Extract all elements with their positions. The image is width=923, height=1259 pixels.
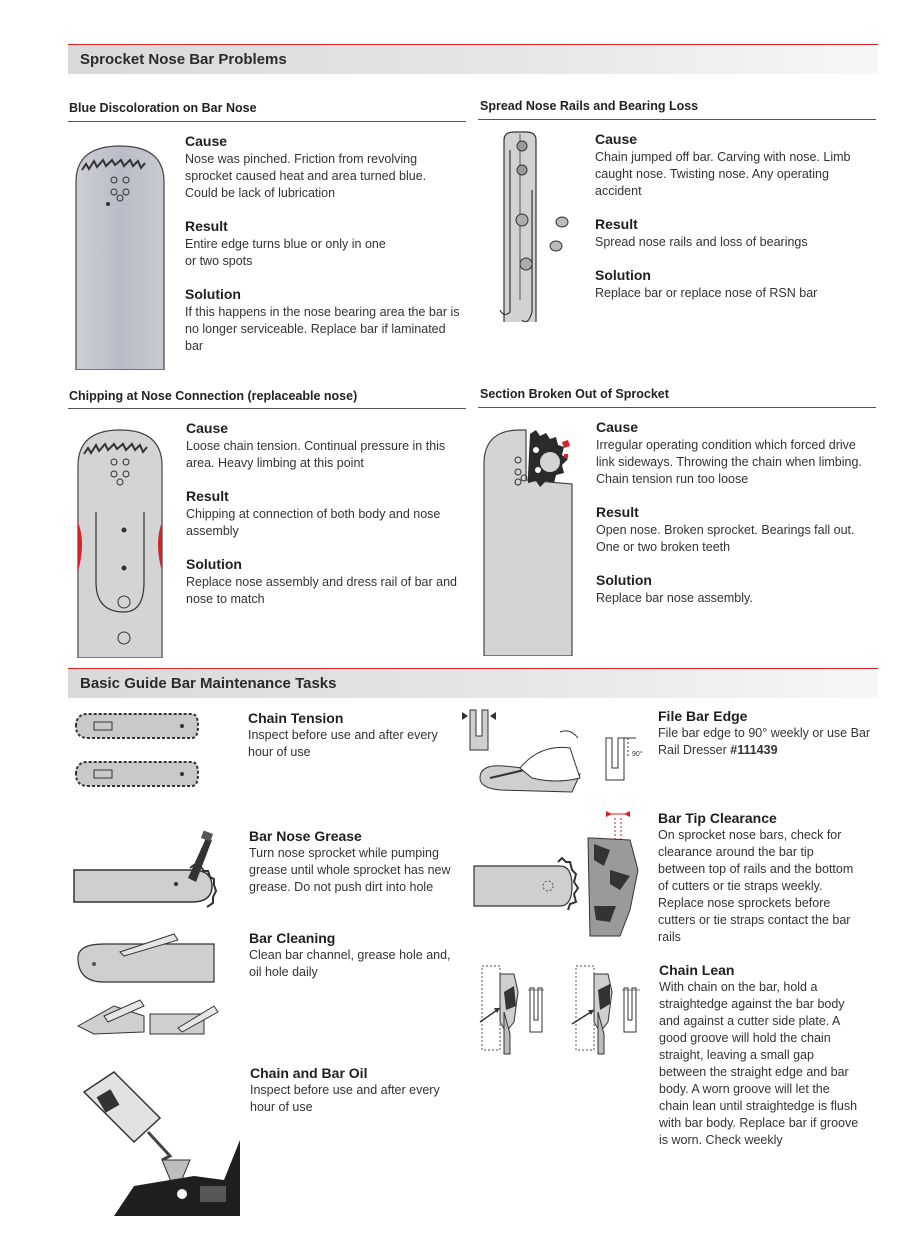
- chipping-details: [186, 420, 461, 624]
- blue-discoloration-details: [185, 133, 460, 371]
- cause-label: Cause: [186, 420, 229, 436]
- solution-label: Solution: [596, 572, 652, 588]
- result-text: Spread nose rails and loss of bearings: [595, 235, 808, 249]
- task-text: On sprocket nose bars, check for clearance around the bar tip between top of rails and the bottom of cutters or tie straps weekly. Replace nose sprockets before cutters or tie straps contact the bar rails: [658, 828, 854, 944]
- blue-nose-bar-illustration: [74, 140, 166, 370]
- broken-sprocket-illustration: [480, 420, 576, 656]
- task-title: File Bar Edge: [658, 708, 748, 724]
- task-title: Bar Cleaning: [249, 930, 336, 946]
- divider: [68, 408, 466, 409]
- bar-nose-grease-task: [249, 827, 454, 896]
- task-title: Chain Tension: [248, 710, 344, 726]
- file-bar-edge-illustration: [460, 708, 650, 794]
- spread-nose-rails-illustration: [496, 130, 576, 322]
- blue-discoloration-heading: Blue Discoloration on Bar Nose: [69, 101, 257, 115]
- task-text: Inspect before use and after every hour of use: [248, 728, 438, 759]
- section-title: Sprocket Nose Bar Problems: [80, 51, 287, 68]
- task-title: Bar Nose Grease: [249, 828, 362, 844]
- spread-nose-heading: Spread Nose Rails and Bearing Loss: [480, 99, 699, 113]
- chain-tension-illustration: [72, 708, 204, 794]
- result-label: Result: [185, 218, 228, 234]
- chain-lean-illustration: [474, 962, 650, 1058]
- task-title: Bar Tip Clearance: [658, 810, 777, 826]
- task-text: Clean bar channel, grease hole and, oil hole daily: [249, 948, 451, 979]
- divider: [478, 119, 876, 120]
- result-text: Open nose. Broken sprocket. Bearings fall out. One or two broken teeth: [596, 523, 855, 554]
- cause-text: Nose was pinched. Friction from revolving sprocket caused heat and area turned blue. Could be lack of lubrication: [185, 152, 427, 200]
- chipping-heading: Chipping at Nose Connection (replaceable nose): [69, 389, 358, 403]
- solution-text: Replace bar nose assembly.: [596, 591, 753, 605]
- broken-sprocket-heading: Section Broken Out of Sprocket: [480, 387, 669, 401]
- divider: [478, 407, 876, 408]
- solution-label: Solution: [595, 267, 651, 283]
- task-text-body: File bar edge to 90° weekly or use Bar Rail Dresser: [658, 726, 871, 757]
- broken-sprocket-details: [596, 419, 871, 623]
- cause-label: Cause: [596, 419, 639, 435]
- result-text: Chipping at connection of both body and nose assembly: [186, 507, 441, 538]
- bar-tip-clearance-task: [658, 809, 858, 946]
- solution-label: Solution: [186, 556, 242, 572]
- task-title: Chain and Bar Oil: [250, 1065, 368, 1081]
- result-text: Entire edge turns blue or only in one or two spots: [185, 237, 386, 268]
- task-text: Turn nose sprocket while pumping grease until whole sprocket has new grease. Do not push dirt into hole: [249, 846, 451, 894]
- solution-text: Replace nose assembly and dress rail of bar and nose to match: [186, 575, 457, 606]
- solution-label: Solution: [185, 286, 241, 302]
- solution-text: If this happens in the nose bearing area the bar is no longer serviceable. Replace bar if laminated bar: [185, 305, 460, 353]
- section-title: Basic Guide Bar Maintenance Tasks: [80, 675, 337, 692]
- solution-text: Replace bar or replace nose of RSN bar: [595, 286, 818, 300]
- task-title: Chain Lean: [659, 962, 735, 978]
- cause-text: Loose chain tension. Continual pressure in this area. Heavy limbing at this point: [186, 439, 446, 470]
- bar-tip-clearance-illustration: [470, 810, 650, 940]
- bar-nose-grease-illustration: [72, 830, 222, 912]
- chain-bar-oil-illustration: [74, 1068, 242, 1216]
- cause-text: Irregular operating condition which forced drive link sideways. Throwing the chain when limbing. Chain tension run too loose: [596, 438, 862, 486]
- bar-cleaning-task: [249, 929, 454, 981]
- result-label: Result: [186, 488, 229, 504]
- result-label: Result: [595, 216, 638, 232]
- cause-label: Cause: [185, 133, 228, 149]
- divider: [68, 121, 466, 122]
- spread-nose-details: [595, 131, 865, 318]
- task-text: Inspect before use and after every hour of use: [250, 1083, 440, 1114]
- chain-tension-task: [248, 709, 438, 761]
- cause-label: Cause: [595, 131, 638, 147]
- file-bar-edge-task: [658, 707, 878, 759]
- result-label: Result: [596, 504, 639, 520]
- task-text: [658, 725, 878, 759]
- chipping-nose-bar-illustration: [74, 422, 166, 658]
- chain-lean-task: [659, 961, 859, 1149]
- bar-cleaning-illustration: [74, 928, 224, 1040]
- maintenance-section-banner: [68, 668, 878, 698]
- cause-text: Chain jumped off bar. Carving with nose. Limb caught nose. Twisting nose. Any operating accident: [595, 150, 851, 198]
- part-number: #111439: [730, 743, 778, 757]
- sprocket-section-banner: [68, 44, 878, 74]
- angle-label: 90°: [632, 751, 643, 758]
- chain-bar-oil-task: [250, 1064, 465, 1116]
- task-text: With chain on the bar, hold a straightedge against the bar body and against a cutter side plate. A good groove will hold the chain straight, leaving a small gap between the straight edge and bar body. A worn groove will let the chain lean until straightedge is flush with bar body. Replace bar if groove is worn. Check weekly: [659, 980, 859, 1147]
